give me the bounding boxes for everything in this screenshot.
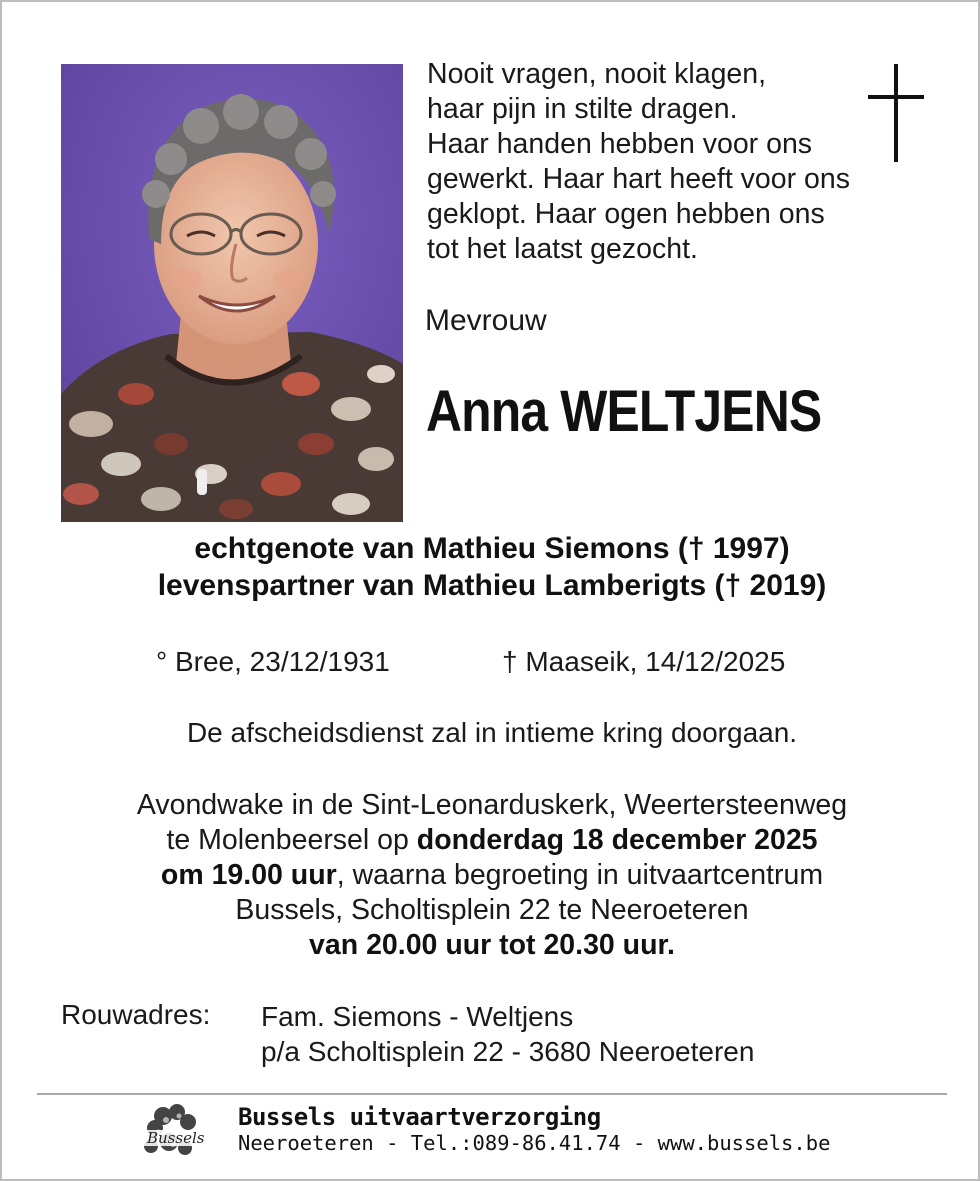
- death-date: † Maaseik, 14/12/2025: [502, 646, 786, 677]
- company-name: Bussels uitvaartverzorging: [238, 1103, 601, 1131]
- cross-icon: [868, 64, 926, 162]
- address-label: Rouwadres:: [61, 999, 211, 1030]
- vigil-date: donderdag 18 december 2025: [416, 824, 818, 856]
- poem-line: geklopt. Haar ogen hebben ons: [427, 198, 825, 230]
- vigil-time: om 19.00 uur: [160, 859, 337, 891]
- svg-text:Bussels: Bussels: [147, 1129, 205, 1147]
- honorific: Mevrouw: [425, 304, 547, 337]
- address-line: p/a Scholtisplein 22 - 3680 Neeroeteren: [261, 1036, 755, 1067]
- poem-line: gewerkt. Haar hart heeft voor ons: [427, 163, 850, 195]
- vigil-line: Avondwake in de Sint-Leonarduskerk, Weertersteenweg: [136, 789, 848, 821]
- poem-line: tot het laatst gezocht.: [427, 233, 698, 265]
- vigil-text: , waarna begroeting in uitvaartcentrum: [336, 859, 824, 891]
- poem-line: Haar handen hebben voor ons: [427, 128, 813, 160]
- vigil-text: te Molenbeersel op: [166, 824, 417, 856]
- vigil-notice: [2, 788, 980, 963]
- birth-date: ° Bree, 23/12/1931: [156, 646, 390, 677]
- poem-line: Nooit vragen, nooit klagen,: [427, 58, 767, 90]
- deceased-name: Anna WELTJENS: [426, 379, 822, 444]
- relation-line: levenspartner van Mathieu Lamberigts († 2019): [157, 569, 827, 602]
- vigil-line: [2, 823, 980, 858]
- company-contact: Neeroeteren - Tel.:089-86.41.74 - www.bussels.be: [238, 1131, 831, 1155]
- mourning-address: [261, 999, 754, 1069]
- poem-line: haar pijn in stilte dragen.: [427, 93, 738, 125]
- bussels-logo: [133, 1102, 225, 1160]
- visitation-time: van 20.00 uur tot 20.30 uur.: [309, 929, 675, 961]
- relation-line: echtgenote van Mathieu Siemons († 1997): [194, 532, 790, 565]
- portrait-illustration: [61, 64, 403, 522]
- divider: [37, 1093, 947, 1095]
- vigil-line: Bussels, Scholtisplein 22 te Neeroeteren: [235, 894, 749, 926]
- portrait-photo: [61, 64, 403, 522]
- vigil-line: [2, 928, 980, 963]
- relations: [2, 530, 980, 604]
- poem: [427, 57, 907, 267]
- service-notice: De afscheidsdienst zal in intieme kring doorgaan.: [186, 717, 798, 748]
- vigil-line: [2, 858, 980, 893]
- address-line: Fam. Siemons - Weltjens: [261, 1001, 574, 1032]
